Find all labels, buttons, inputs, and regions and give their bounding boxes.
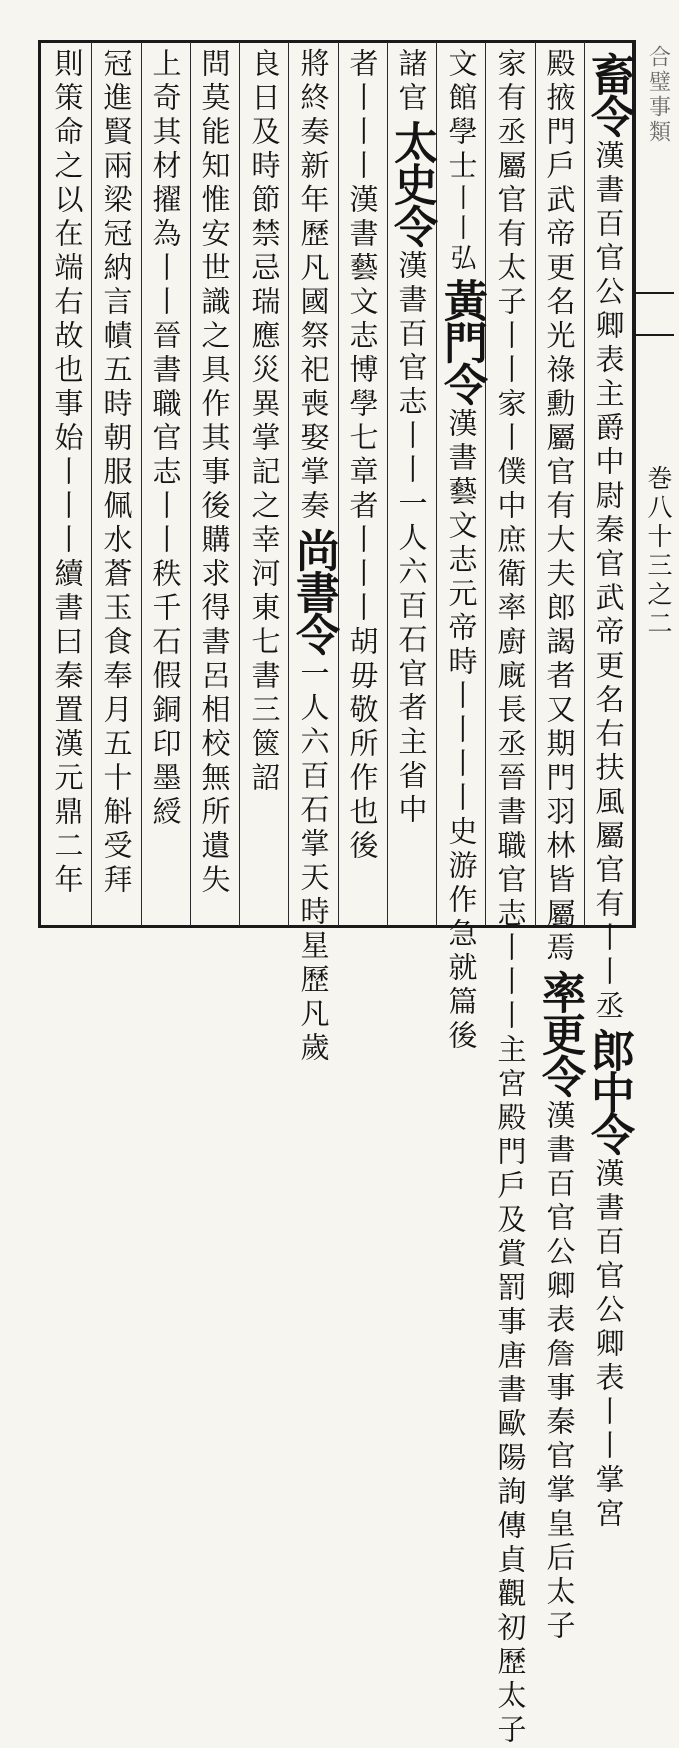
column-text: 諸官: [394, 48, 429, 116]
margin-top-text: 合璧事類: [645, 45, 671, 145]
text-column: [188, 48, 240, 920]
column-text: 漢書百官公卿表主爵中尉秦官武帝更名右扶風屬官有丨丨丞: [591, 140, 626, 1024]
column-text: 冠進賢兩梁冠納言幘五時朝服佩水蒼玉食奉月五十斛受拜: [99, 48, 134, 898]
entry-heading: 畜令: [583, 52, 634, 136]
text-column: [484, 48, 536, 1748]
column-text: 殿掖門戶武帝更名光祿勳屬官有大夫郎謁者又期門羽林皆屬焉: [542, 48, 577, 966]
margin-column: [640, 45, 676, 925]
text-column: [287, 48, 339, 1066]
column-text: 則策命之以在端右故也事始丨丨丨續書曰秦置漢元鼎二年: [50, 48, 85, 898]
text-column: [90, 48, 142, 920]
volume-label: 巻八十三之二: [644, 465, 673, 639]
text-column: [41, 48, 93, 920]
text-column: [435, 48, 487, 1054]
column-text: 將終奏新年歷凡國祭祀喪娶掌奏: [296, 48, 331, 524]
column-text: 漢書百官志丨丨一人六百石官者主省中: [394, 250, 429, 828]
column-text: 漢書百官公卿表詹事秦官掌皇后太子: [542, 1100, 577, 1644]
column-text: 上奇其材擢為丨丨晉書職官志丨丨秩千石假銅印墨綬: [148, 48, 183, 830]
column-text: 文館學士: [444, 48, 479, 184]
entry-heading: 率更令: [534, 970, 585, 1096]
column-text: 漢書百官公卿表丨丨掌宮: [591, 1158, 626, 1532]
column-text: 良日及時節禁忌瑞應災異掌記之: [247, 48, 282, 524]
text-column: [238, 48, 290, 920]
column-text: 漢書藝文志元帝時丨丨丨丨史游作急就篇後: [444, 408, 479, 1054]
column-text: 幸河東七書三篋詔: [247, 524, 282, 796]
entry-heading: 太史令: [386, 120, 437, 246]
text-column: [336, 48, 388, 920]
column-text: 丨丨弘: [446, 184, 476, 274]
column-text: 問莫能知惟安世識之具作其事後購求得書呂相校無所遺失: [197, 48, 232, 898]
column-text: 者丨丨丨: [345, 48, 380, 184]
column-text: 漢書藝文志博學七章者丨丨丨胡毋敬所作也後: [345, 184, 380, 864]
text-column: [139, 48, 191, 920]
text-column: [582, 48, 634, 1532]
text-column: [385, 48, 437, 920]
text-column: [533, 48, 585, 1644]
entry-heading: 尚書令: [288, 528, 339, 654]
column-text: 家有丞屬官有太子丨丨家丨僕中庶衛率廚廐長丞晉書職官志丨丨丨主宮殿門戶及賞罰事唐書歐陽詢傳貞觀初歷太子: [493, 48, 528, 1748]
column-text: 一人六百石掌天時星歷凡歲: [296, 658, 331, 1066]
entry-heading: 黃門令: [436, 278, 487, 404]
entry-heading: 郎中令: [583, 1028, 634, 1154]
